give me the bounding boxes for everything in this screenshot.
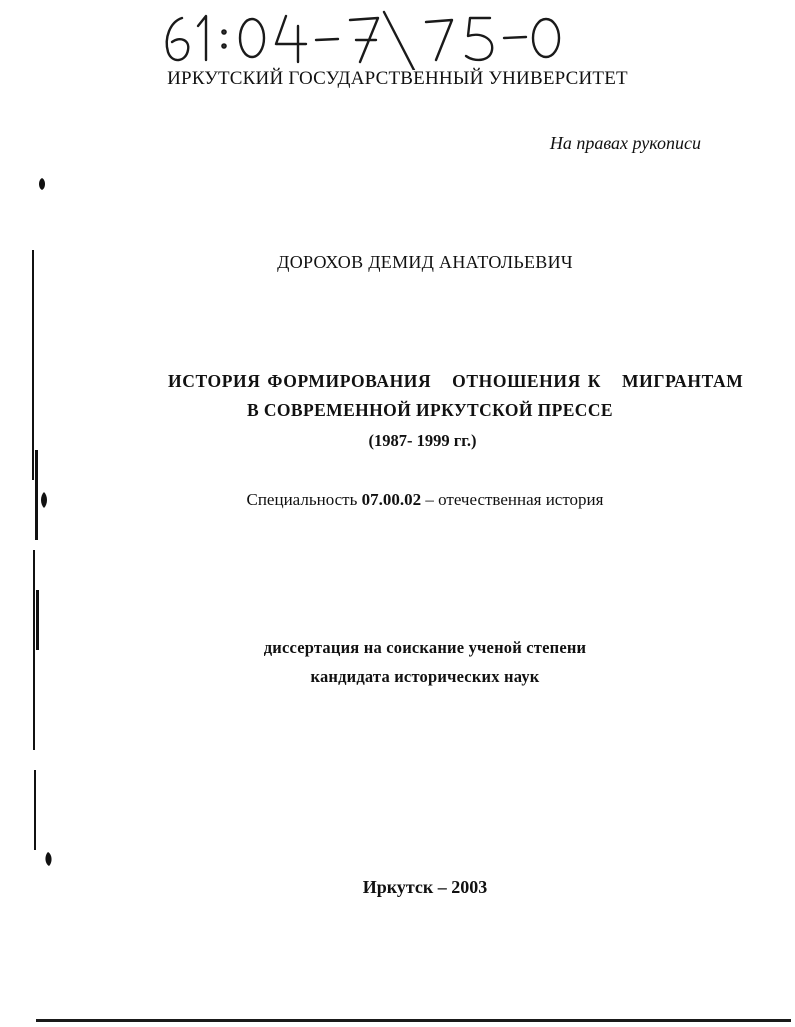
scan-left-edge-artifacts (28, 170, 58, 890)
scan-bottom-edge-line (36, 1013, 791, 1027)
scan-bottom-line (36, 1013, 791, 1027)
place-and-year: Иркутск – 2003 (362, 877, 488, 897)
degree-statement-line-1: диссертация на соискание ученой степени (263, 638, 587, 657)
handwritten-archive-code (160, 4, 570, 70)
handwritten-code-drawing (160, 4, 570, 70)
specialty-prefix: Специальность (246, 490, 362, 509)
university-name: ИРКУТСКИЙ ГОСУДАРСТВЕННЫЙ УНИВЕРСИТЕТ (167, 68, 628, 89)
title-line-1-text: ИСТОРИЯ ФОРМИРОВАНИЯ ОТНОШЕНИЯ К МИГРАНТАМ (168, 371, 744, 391)
manuscript-rights-note: На правах рукописи (549, 133, 701, 153)
specialty-suffix: – отечественная история (421, 490, 604, 509)
degree-statement-line-2: кандидата исторических наук (310, 667, 540, 686)
dissertation-title-period: (1987- 1999 гг.) (368, 431, 477, 450)
specialty-line (0, 490, 795, 510)
scan-edge-marks (28, 170, 58, 890)
dissertation-title-line-1 (168, 371, 743, 392)
specialty-code: 07.00.02 (361, 490, 422, 509)
author-name: ДОРОХОВ ДЕМИД АНАТОЛЬЕВИЧ (277, 252, 573, 272)
dissertation-title-line-2: В СОВРЕМЕННОЙ ИРКУТСКОЙ ПРЕССЕ (247, 400, 613, 420)
